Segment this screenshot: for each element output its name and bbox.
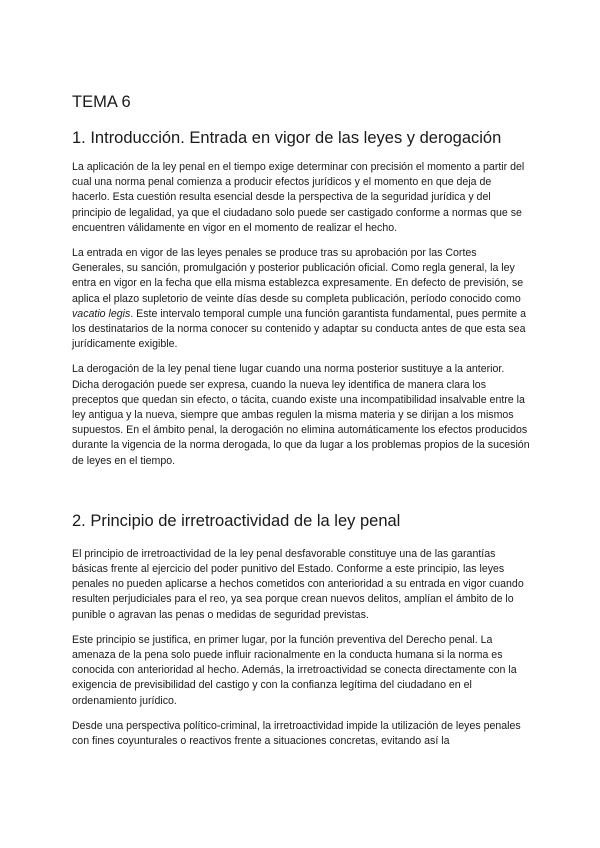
section-1-paragraph-1: La aplicación de la ley penal en el tiempo exige determinar con precisión el momento a partir del cual una norma penal comienza a producir efectos jurídicos y el momento en que deja de hacerlo. Esta cuestión resulta esencial desde la perspectiva de la seguridad jurídica y del principio de legalidad, ya que el ciudadano solo puede ser castigado conforme a normas que se encuentren válidamente en vigor en el momento de realizar el hecho. [72, 161, 525, 234]
document-title: TEMA 6 [72, 93, 131, 111]
italic-term-vacatio-legis: vacatio legis [72, 307, 131, 320]
section-2-paragraph-2: Este principio se justifica, en primer lugar, por la función preventiva del Derecho penal. La amenaza de la pena solo puede influir racionalmente en la conducta humana si la norma es conocida con anterioridad al hecho. Además, la irretroactividad se conecta directamente con la exigencia de previsibilidad del castigo y con la confianza legítima del ciudadano en el ordenamiento jurídico. [72, 633, 517, 707]
section-1-heading: 1. Introducción. Entrada en vigor de las leyes y derogación [72, 129, 502, 147]
document-page [72, 92, 530, 759]
section-1-paragraph-2 [72, 246, 530, 352]
paragraph-text: . Este intervalo temporal cumple una función garantista fundamental, pues permite a los destinatarios de la norma conocer su contenido y adaptar su conducta antes de que esta sea jurídicamente exigible. [72, 307, 527, 351]
section-1-paragraph-3: La derogación de la ley penal tiene lugar cuando una norma posterior sustituye a la anterior. Dicha derogación puede ser expresa, cuando la nueva ley identifica de manera clara los preceptos que quedan sin efecto, o tácita, cuando existe una incompatibilidad insalvable entre la ley antigua y la nueva, siempre que ambas regulen la misma materia y se dirijan a los mismos supuestos. En el ámbito penal, la derogación no elimina automáticamente los efectos producidos durante la vigencia de la norma derogada, lo que da lugar a los problemas propios de la sucesión de leyes en el tiempo. [72, 363, 530, 467]
section-2-paragraph-1: El principio de irretroactividad de la ley penal desfavorable constituye una de las garantías básicas frente al ejercicio del poder punitivo del Estado. Conforme a este principio, las leyes penales no pueden aplicarse a hechos cometidos con anterioridad a su entrada en vigor cuando resulten perjudiciales para el reo, ya sea porque crean nuevos delitos, amplían el ámbito de lo punible o agravan las penas o medidas de seguridad previstas. [72, 547, 524, 621]
section-2-heading: 2. Principio de irretroactividad de la ley penal [72, 511, 401, 530]
section-2-paragraph-3: Desde una perspectiva político-criminal, la irretroactividad impide la utilización de leyes penales con fines coyunturales o reactivos frente a situaciones concretas, evitando así la [72, 719, 521, 748]
paragraph-text: La entrada en vigor de las leyes penales se produce tras su aprobación por las Cortes Generales, su sanción, promulgación y posterior publicación oficial. Como regla general, la ley entra en vigor en la fecha que ella misma establezca expresamente. En defecto de previsión, se aplica el plazo supletorio de veinte días desde su completa publicación, período conocido como [72, 247, 524, 305]
